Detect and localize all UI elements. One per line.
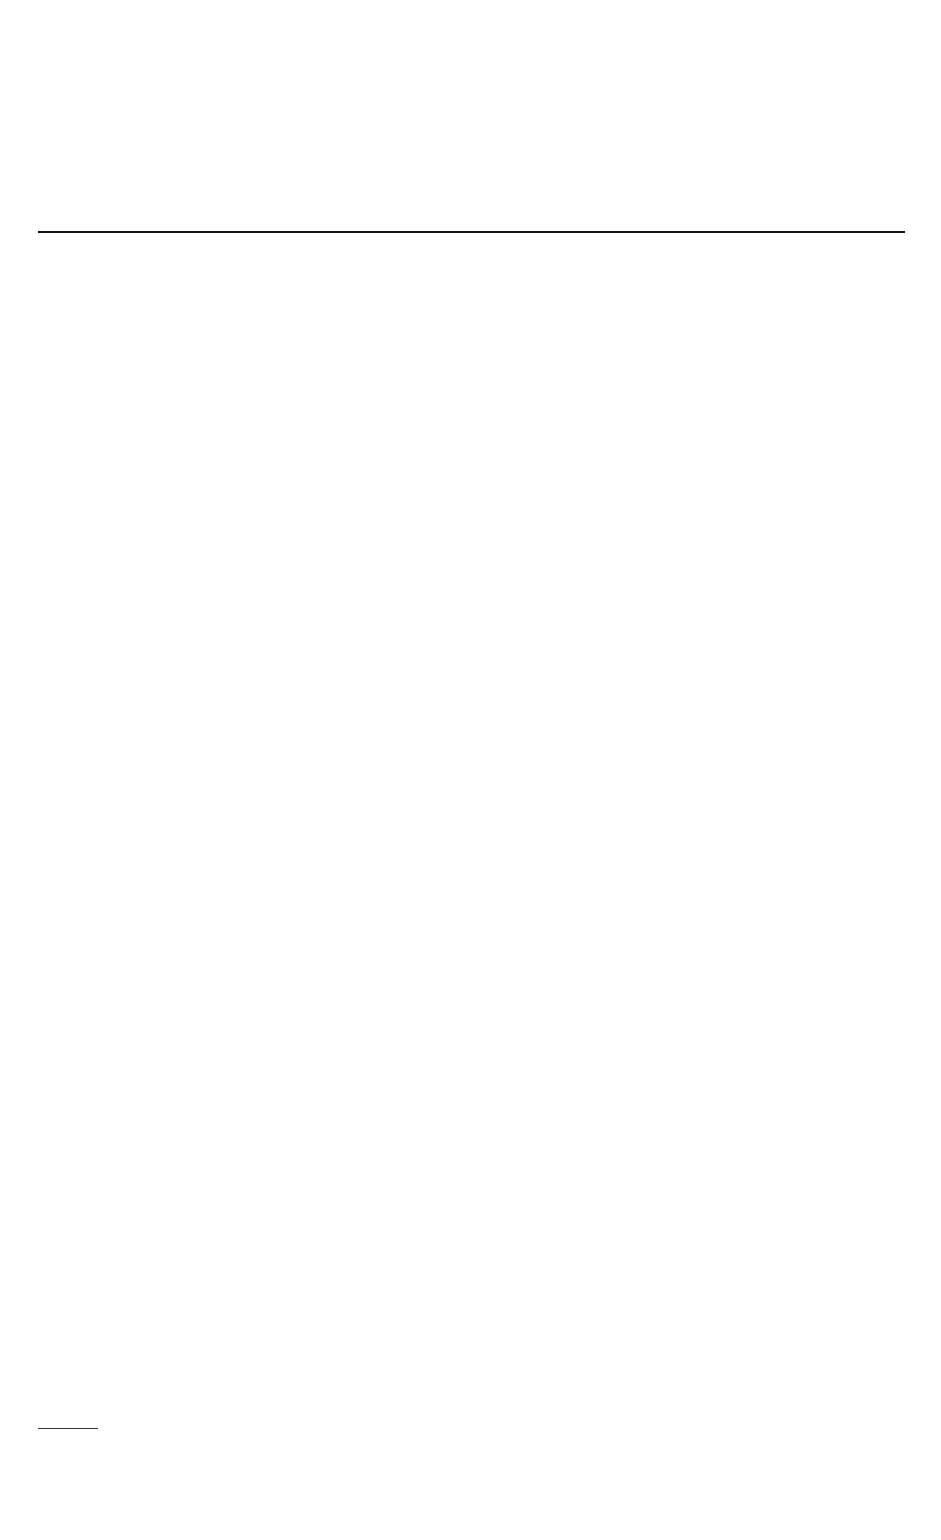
page-header	[38, 34, 905, 56]
section-rule	[38, 231, 905, 233]
footnote-rule	[38, 1428, 98, 1429]
